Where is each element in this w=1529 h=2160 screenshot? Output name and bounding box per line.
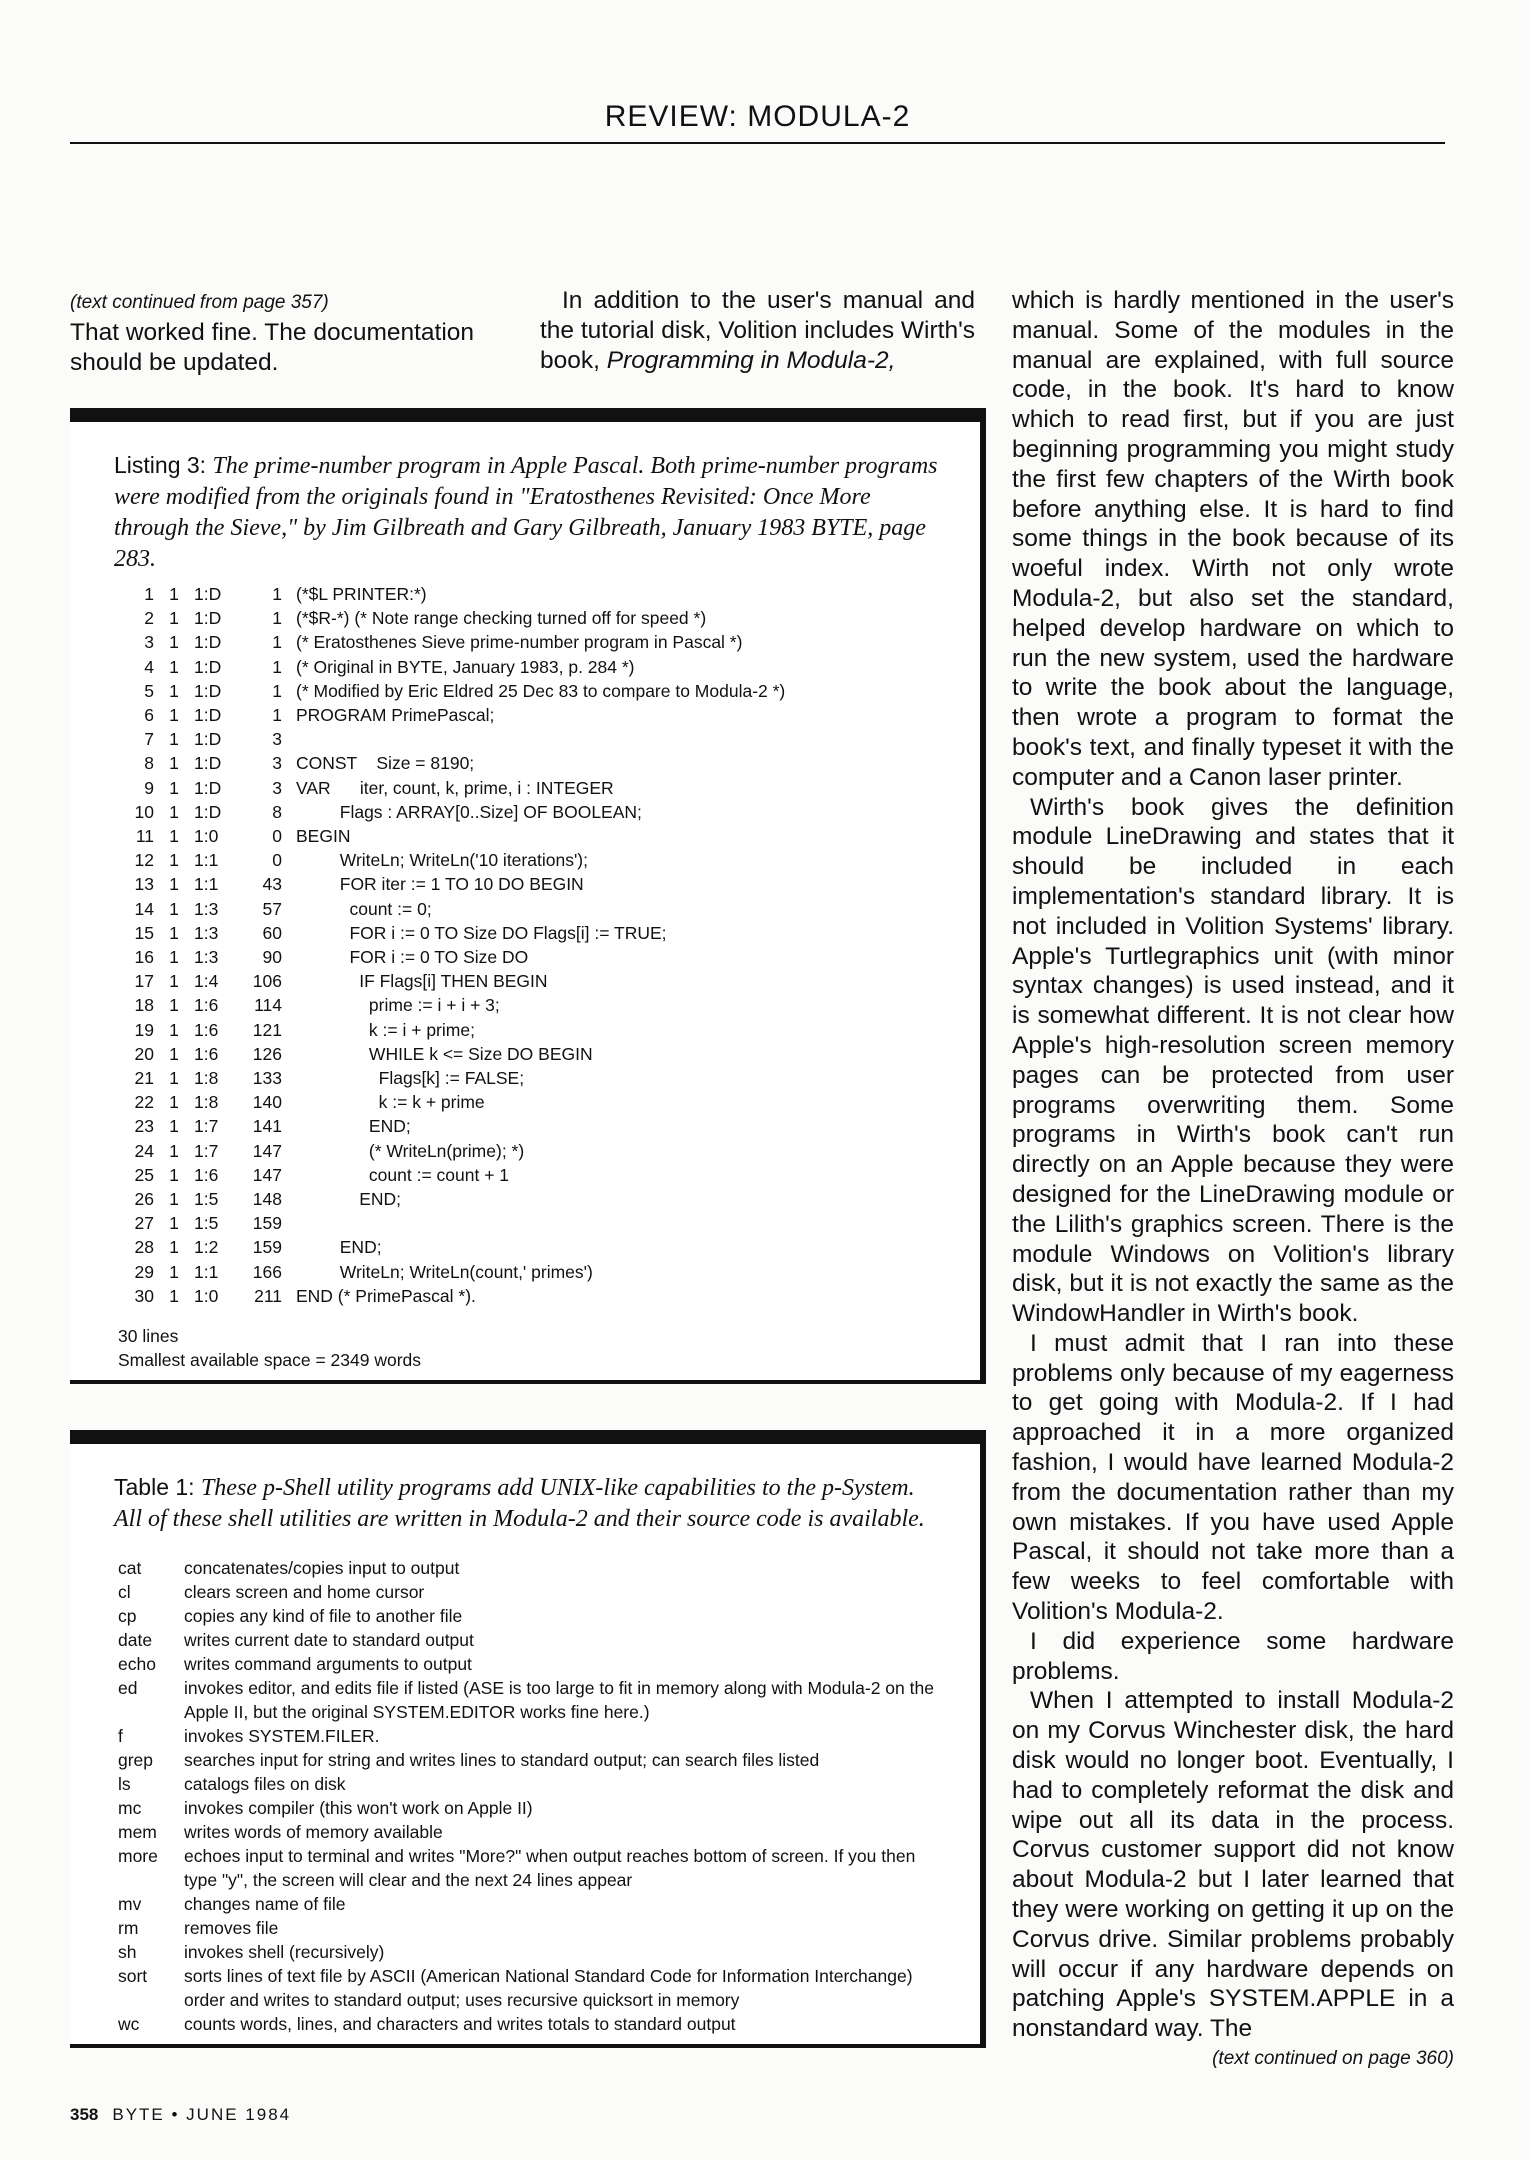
segment: 1 [169, 1092, 179, 1113]
source: CONST Size = 8190; [296, 753, 475, 774]
line-number: 15 [134, 922, 154, 943]
line-number: 2 [144, 608, 154, 629]
segment: 1 [169, 1043, 179, 1064]
table-row [70, 1916, 980, 1940]
source: IF Flags[i] THEN BEGIN [296, 971, 548, 992]
line-number: 25 [134, 1164, 154, 1185]
line-number: 30 [134, 1285, 154, 1306]
column-2 [540, 286, 975, 376]
offset: 43 [262, 874, 282, 895]
command-name: ed [118, 1678, 138, 1698]
code-line [118, 1114, 980, 1138]
running-header: REVIEW: MODULA-2 [604, 100, 911, 133]
code-line [118, 751, 980, 775]
proc-lex: 1:D [194, 632, 222, 653]
segment: 1 [169, 850, 179, 871]
code-line [118, 703, 980, 727]
command-description: echoes input to terminal and writes "More?" when output reaches bottom of screen. If you then type "y", the screen will clear and the next 24 lines appear [184, 1846, 916, 1890]
segment: 1 [169, 995, 179, 1016]
segment: 1 [169, 729, 179, 750]
offset: 147 [252, 1164, 282, 1185]
proc-lex: 1:D [194, 656, 222, 677]
source: FOR i := 0 TO Size DO [296, 947, 529, 968]
line-number: 14 [134, 898, 154, 919]
continued-on: (text continued on page 360) [1212, 2048, 1454, 2070]
line-number: 10 [134, 801, 154, 822]
offset: 126 [252, 1043, 282, 1064]
line-number: 12 [134, 850, 154, 871]
segment: 1 [169, 1213, 179, 1234]
offset: 141 [252, 1116, 282, 1137]
paragraph: Wirth's book gives the definition module LineDrawing and states that it should be included in each implementation's standard library. It is not included in Volition Systems' library. Apple's Turtlegraphics unit (with minor syntax changes) is used instead, and it is somewhat different. It is not clear how Apple's high-resolution screen memory pages can be protected from user programs overwriting them. Some programs in Wirth's book can't run directly on an Apple because they were designed for the LineDrawing module or the Lilith's graphics screen. There is the module Windows on Volition's library disk, but it is not exactly the same as the WindowHandler in Wirth's book. [1012, 793, 1454, 1328]
paragraph: I must admit that I ran into these problems only because of my eagerness to get going with Modula-2. If I had approached it in a more organized fashion, I would have learned Modula-2 from the documentation rather than my own mistakes. If you have used Apple Pascal, it should not take more than a few weeks to feel comfortable with Volition's Modula-2. [1012, 1329, 1454, 1626]
line-number: 24 [134, 1140, 154, 1161]
offset: 8 [272, 801, 282, 822]
line-number: 13 [134, 874, 154, 895]
listing-label: Listing 3: [114, 452, 207, 478]
command-description: invokes SYSTEM.FILER. [184, 1726, 380, 1746]
command-name: rm [118, 1918, 139, 1938]
code-line [118, 1139, 980, 1163]
line-number: 26 [134, 1189, 154, 1210]
proc-lex: 1:D [194, 584, 222, 604]
table-row [70, 1772, 980, 1796]
segment: 1 [169, 705, 179, 726]
line-number: 6 [144, 705, 154, 726]
command-description: writes words of memory available [184, 1822, 443, 1842]
table-row [70, 1796, 980, 1820]
offset: 1 [272, 584, 282, 604]
code-line [118, 921, 980, 945]
proc-lex: 1:8 [194, 1092, 219, 1113]
code-line [118, 1211, 980, 1235]
table-1-box [70, 1430, 986, 2048]
code-line [118, 1090, 980, 1114]
table-row [70, 1652, 980, 1676]
command-name: cp [118, 1606, 137, 1626]
source: (* Modified by Eric Eldred 25 Dec 83 to compare to Modula-2 *) [296, 680, 786, 701]
table-row [70, 1940, 980, 1964]
proc-lex: 1:6 [194, 1019, 219, 1040]
line-number: 1 [144, 584, 154, 604]
command-description: writes command arguments to output [184, 1654, 472, 1674]
code-line [118, 1260, 980, 1284]
segment: 1 [169, 584, 179, 604]
line-number: 11 [135, 826, 154, 847]
segment: 1 [169, 922, 179, 943]
source: PROGRAM PrimePascal; [296, 705, 495, 726]
code-line [118, 776, 980, 800]
line-number: 23 [134, 1116, 154, 1137]
source: Flags[k] := FALSE; [296, 1068, 525, 1089]
paragraph: When I attempted to install Modula-2 on my Corvus Winchester disk, the hard disk would no longer boot. Eventually, I had to completely reformat the disk and wipe out all its data in the process. Corvus customer support did not know about Modula-2 but I later learned that they were working on getting it up on the Corvus drive. Similar problems probably will occur if any hardware depends on patching Apple's SYSTEM.APPLE in a nonstandard way. The [1012, 1687, 1454, 2043]
table-row [70, 2012, 980, 2036]
listing-footer [70, 1308, 980, 1384]
proc-lex: 1:6 [194, 1043, 219, 1064]
code-line [118, 993, 980, 1017]
page-number: 358 [70, 2105, 99, 2124]
column-1-text: That worked fine. The documentation should be updated. [70, 319, 475, 376]
line-number: 16 [134, 947, 154, 968]
source: Flags : ARRAY[0..Size] OF BOOLEAN; [296, 801, 642, 822]
source: END; [296, 1237, 382, 1258]
offset: 133 [252, 1068, 282, 1089]
command-name: cat [118, 1558, 142, 1578]
table-row [70, 1724, 980, 1748]
offset: 211 [254, 1285, 282, 1306]
command-description: catalogs files on disk [184, 1774, 346, 1794]
code-line [118, 1066, 980, 1090]
offset: 121 [252, 1019, 282, 1040]
segment: 1 [169, 947, 179, 968]
source: prime := i + i + 3; [296, 995, 500, 1016]
available-space: Smallest available space = 2349 words [118, 1350, 422, 1371]
command-name: echo [118, 1654, 156, 1674]
source: END; [296, 1116, 411, 1137]
segment: 1 [169, 1019, 179, 1040]
line-number: 20 [134, 1043, 154, 1064]
code-line [118, 1163, 980, 1187]
segment: 1 [169, 1237, 179, 1258]
line-number: 22 [134, 1092, 154, 1113]
proc-lex: 1:6 [194, 1164, 219, 1185]
table-row [70, 1748, 980, 1772]
segment: 1 [169, 1116, 179, 1137]
offset: 1 [272, 680, 282, 701]
code-line [118, 606, 980, 630]
book-title: Programming in Modula-2, [606, 347, 896, 374]
offset: 166 [252, 1261, 282, 1282]
segment: 1 [169, 680, 179, 701]
code-line [118, 945, 980, 969]
code-line [118, 1018, 980, 1042]
command-description: concatenates/copies input to output [184, 1558, 460, 1578]
proc-lex: 1:1 [194, 874, 219, 895]
command-description: copies any kind of file to another file [184, 1606, 463, 1626]
segment: 1 [169, 632, 179, 653]
table-row [70, 1676, 980, 1724]
command-name: grep [118, 1750, 154, 1770]
command-description: clears screen and home cursor [184, 1582, 425, 1602]
table-row [70, 1820, 980, 1844]
segment: 1 [169, 656, 179, 677]
command-name: wc [118, 2014, 140, 2034]
line-number: 4 [144, 656, 154, 677]
offset: 159 [252, 1237, 282, 1258]
offset: 114 [254, 995, 282, 1016]
command-name: mv [118, 1894, 142, 1914]
offset: 159 [252, 1213, 282, 1234]
source: (* Eratosthenes Sieve prime-number program in Pascal *) [296, 632, 743, 653]
listing-caption-text: The prime-number program in Apple Pascal. Both prime-number programs were modified from the originals found in "Eratosthenes Revisited: Once More through the Sieve," by Jim Gilbreath and Gary Gilbreath, January 1983 BYTE, page 283. [114, 453, 938, 572]
proc-lex: 1:7 [194, 1140, 219, 1161]
proc-lex: 1:0 [194, 1285, 219, 1306]
source: (*$L PRINTER:*) [296, 584, 427, 604]
source: WHILE k <= Size DO BEGIN [296, 1043, 593, 1064]
segment: 1 [169, 1189, 179, 1210]
source: (* Original in BYTE, January 1983, p. 284 *) [296, 656, 635, 677]
source: END (* PrimePascal *). [296, 1285, 476, 1306]
table-label: Table 1: [114, 1474, 195, 1500]
segment: 1 [169, 1261, 179, 1282]
line-number: 18 [134, 995, 154, 1016]
source: WriteLn; WriteLn('10 iterations'); [296, 850, 588, 871]
code-line [118, 872, 980, 896]
proc-lex: 1:D [194, 801, 222, 822]
line-count: 30 lines [118, 1326, 179, 1347]
utility-table [70, 1556, 980, 2036]
command-description: searches input for string and writes lines to standard output; can search files listed [184, 1750, 820, 1770]
offset: 1 [272, 608, 282, 629]
command-name: ls [118, 1774, 131, 1794]
table-row [70, 1628, 980, 1652]
table-row [70, 1964, 980, 2012]
proc-lex: 1:D [194, 680, 222, 701]
code-line [118, 1042, 980, 1066]
offset: 3 [272, 753, 282, 774]
offset: 106 [252, 971, 282, 992]
table-row [70, 1844, 980, 1892]
offset: 3 [272, 777, 282, 798]
paragraph: which is hardly mentioned in the user's manual. Some of the modules in the manual are explained, with full source code, in the book. It's hard to know which to read first, but if you are just beginning programming you might study the first few chapters of the Wirth book before anything else. It is hard to find some things in the book because of its woeful index. Wirth not only wrote Modula-2, but also set the standard, helped develop hardware on which to run the new system, used the hardware to write the book about the language, then wrote a program to format the book's text, and finally typeset it with the computer and a Canon laser printer. [1012, 287, 1454, 791]
command-name: mem [118, 1822, 157, 1842]
code-line [118, 1284, 980, 1308]
continued-from: (text continued from page 357) [70, 292, 329, 313]
proc-lex: 1:D [194, 608, 222, 629]
header-rule [70, 142, 1445, 144]
table-row [70, 1556, 980, 1580]
table-row [70, 1892, 980, 1916]
segment: 1 [169, 1140, 179, 1161]
proc-lex: 1:7 [194, 1116, 219, 1137]
line-number: 27 [134, 1213, 154, 1234]
source: count := count + 1 [296, 1164, 510, 1185]
segment: 1 [169, 1068, 179, 1089]
column-2-text: In addition to the user's manual and the tutorial disk, Volition includes Wirth's book, [540, 287, 975, 374]
segment: 1 [169, 777, 179, 798]
command-description: counts words, lines, and characters and writes totals to standard output [184, 2014, 736, 2034]
proc-lex: 1:3 [194, 947, 219, 968]
code-line [118, 630, 980, 654]
proc-lex: 1:0 [194, 826, 219, 847]
source: (* WriteLn(prime); *) [296, 1140, 525, 1161]
table-row [70, 1580, 980, 1604]
code-line [118, 582, 980, 606]
code-line [118, 655, 980, 679]
proc-lex: 1:5 [194, 1213, 219, 1234]
code-line [118, 1235, 980, 1259]
command-name: more [118, 1846, 158, 1866]
proc-lex: 1:1 [194, 850, 219, 871]
command-name: f [118, 1726, 123, 1746]
segment: 1 [169, 971, 179, 992]
proc-lex: 1:D [194, 729, 222, 750]
source: (*$R-*) (* Note range checking turned off for speed *) [296, 608, 707, 629]
column-1 [70, 288, 510, 378]
proc-lex: 1:1 [194, 1261, 219, 1282]
line-number: 3 [144, 632, 154, 653]
source: FOR iter := 1 TO 10 DO BEGIN [296, 874, 584, 895]
line-number: 19 [134, 1019, 154, 1040]
source: WriteLn; WriteLn(count,' primes') [296, 1261, 593, 1282]
code-line [118, 969, 980, 993]
source: count := 0; [296, 898, 432, 919]
listing-caption [70, 422, 980, 582]
offset: 0 [272, 850, 282, 871]
page-footer [70, 2105, 291, 2125]
offset: 140 [252, 1092, 282, 1113]
command-name: mc [118, 1798, 142, 1818]
code-line [118, 848, 980, 872]
line-number: 29 [134, 1261, 154, 1282]
source: VAR iter, count, k, prime, i : INTEGER [296, 777, 614, 798]
line-number: 7 [144, 729, 154, 750]
segment: 1 [169, 801, 179, 822]
offset: 57 [262, 898, 282, 919]
proc-lex: 1:3 [194, 898, 219, 919]
segment: 1 [169, 1285, 179, 1306]
table-caption-text: These p-Shell utility programs add UNIX-like capabilities to the p-System. All of these shell utilities are written in Modula-2 and their source code is available. [114, 1475, 925, 1532]
table-row [70, 1604, 980, 1628]
proc-lex: 1:4 [194, 971, 219, 992]
segment: 1 [169, 753, 179, 774]
source: BEGIN [296, 826, 351, 847]
command-description: removes file [184, 1918, 279, 1938]
offset: 1 [272, 632, 282, 653]
line-number: 9 [144, 777, 154, 798]
command-description: changes name of file [184, 1894, 346, 1914]
offset: 1 [272, 705, 282, 726]
command-description: writes current date to standard output [184, 1630, 474, 1650]
segment: 1 [169, 608, 179, 629]
proc-lex: 1:6 [194, 995, 219, 1016]
line-number: 21 [134, 1068, 154, 1089]
code-line [118, 679, 980, 703]
command-name: cl [118, 1582, 131, 1602]
command-description: invokes shell (recursively) [184, 1942, 385, 1962]
command-description: invokes editor, and edits file if listed (ASE is too large to fit in memory along with Modula-2 on the Apple II, but the original SYSTEM.EDITOR works fine here.) [184, 1678, 934, 1722]
proc-lex: 1:3 [194, 922, 219, 943]
line-number: 28 [134, 1237, 154, 1258]
code-line [118, 727, 980, 751]
segment: 1 [169, 874, 179, 895]
table-caption [70, 1444, 980, 1556]
offset: 0 [272, 826, 282, 847]
proc-lex: 1:D [194, 777, 222, 798]
command-description: invokes compiler (this won't work on Apple II) [184, 1798, 533, 1818]
source: k := i + prime; [296, 1019, 475, 1040]
segment: 1 [169, 826, 179, 847]
code-line [118, 1187, 980, 1211]
code-line [118, 800, 980, 824]
proc-lex: 1:5 [194, 1189, 219, 1210]
proc-lex: 1:D [194, 705, 222, 726]
code-line [118, 897, 980, 921]
command-name: sh [118, 1942, 137, 1962]
command-name: date [118, 1630, 153, 1650]
proc-lex: 1:D [194, 753, 222, 774]
command-name: sort [118, 1966, 148, 1986]
command-description: sorts lines of text file by ASCII (American National Standard Code for Information Interchange) order and writes to standard output; uses recursive quicksort in memory [184, 1966, 913, 2010]
source: FOR i := 0 TO Size DO Flags[i] := TRUE; [296, 922, 667, 943]
line-number: 8 [144, 753, 154, 774]
column-3 [1012, 286, 1454, 2074]
offset: 1 [272, 656, 282, 677]
proc-lex: 1:8 [194, 1068, 219, 1089]
proc-lex: 1:2 [194, 1237, 219, 1258]
listing-3-box [70, 408, 986, 1384]
issue-info: BYTE • JUNE 1984 [112, 2105, 292, 2124]
source: k := k + prime [296, 1092, 485, 1113]
offset: 3 [272, 729, 282, 750]
paragraph: I did experience some hardware problems. [1012, 1627, 1454, 1685]
offset: 60 [262, 922, 282, 943]
line-number: 5 [144, 680, 154, 701]
offset: 90 [262, 947, 282, 968]
code-listing [70, 582, 980, 1308]
source: END; [296, 1189, 402, 1210]
line-number: 17 [134, 971, 154, 992]
offset: 148 [252, 1189, 282, 1210]
offset: 147 [252, 1140, 282, 1161]
code-line [118, 824, 980, 848]
segment: 1 [169, 1164, 179, 1185]
segment: 1 [169, 898, 179, 919]
